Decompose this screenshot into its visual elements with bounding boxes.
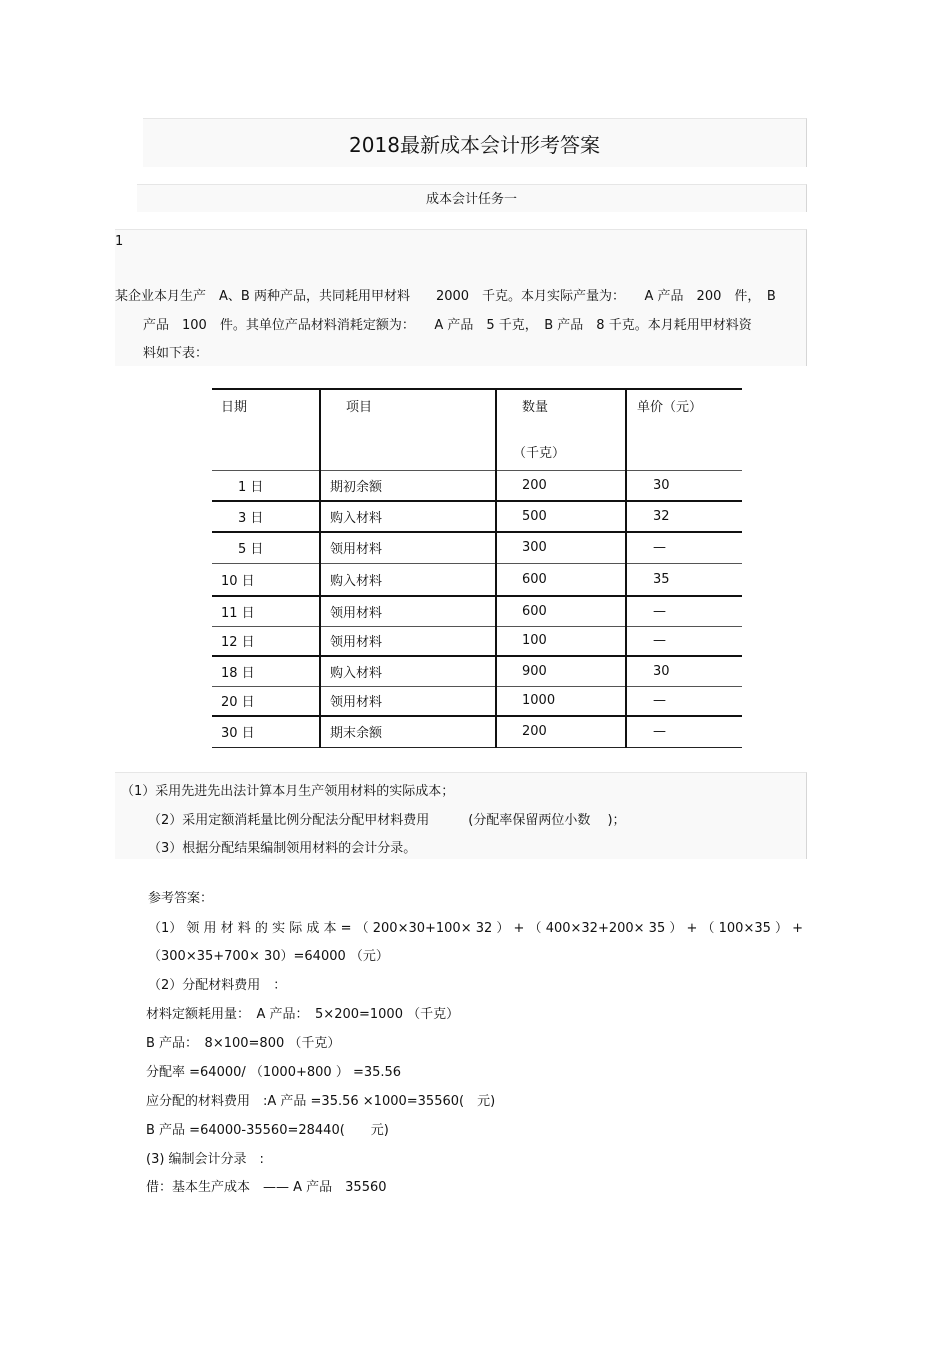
table-row (212, 686, 742, 716)
answer-line: B 产品： 8×100=800 （千克） (146, 1036, 341, 1051)
table-row (212, 716, 742, 747)
cell-price: 35 (626, 563, 742, 596)
header-qty-unit: （千克） (513, 446, 566, 461)
cell-item: 购入材料 (320, 563, 496, 596)
table-row (212, 470, 742, 501)
cell-date: 30 日 (212, 716, 320, 747)
table-row (212, 563, 742, 596)
cell-price: 30 (626, 656, 742, 686)
cell-date: 1 日 (212, 470, 320, 501)
cell-price: — (626, 596, 742, 626)
cell-date: 18 日 (212, 656, 320, 686)
header-qty-label: 数量 (522, 400, 549, 415)
table-header-row (212, 389, 742, 470)
cell-price: — (626, 626, 742, 656)
cell-date: 5 日 (212, 532, 320, 563)
cell-qty: 500 (496, 501, 626, 532)
table-row (212, 532, 742, 563)
cell-item: 购入材料 (320, 656, 496, 686)
material-table (212, 388, 742, 748)
cell-date: 3 日 (212, 501, 320, 532)
answer-line: (3) 编制会计分录 : (146, 1152, 264, 1167)
question-line-3: 料如下表： (143, 346, 209, 361)
answer-line: （2）分配材料费用 ： (148, 978, 287, 993)
question-line-2: 产品 100 件。其单位产品材料消耗定额为： A 产品 5 千克， B 产品 8 千克。本月耗用甲材料资 (143, 318, 752, 333)
answer-line: 材料定额耗用量： A 产品： 5×200=1000 （千克） (146, 1007, 460, 1022)
answer-line: （1） 领 用 材 料 的 实 际 成 本 = （ 200×30+100× 32 ） + （ 400×32+200× 35 ） + （ 100×35 ） + (148, 921, 804, 936)
cell-qty: 300 (496, 532, 626, 563)
answer-heading: 参考答案： (148, 891, 214, 906)
cell-date: 11 日 (212, 596, 320, 626)
cell-item: 购入材料 (320, 501, 496, 532)
cell-item: 领用材料 (320, 686, 496, 716)
answer-line: （300×35+700× 30）=64000 （元） (148, 949, 389, 964)
cell-item: 领用材料 (320, 596, 496, 626)
cell-date: 20 日 (212, 686, 320, 716)
cell-date: 10 日 (212, 563, 320, 596)
cell-item: 期初余额 (320, 470, 496, 501)
task-line-2: （2）采用定额消耗量比例分配法分配甲材料费用 (分配率保留两位小数 )； (148, 813, 626, 828)
table-row (212, 656, 742, 686)
cell-qty: 600 (496, 563, 626, 596)
question-number: 1 (115, 234, 124, 249)
answer-line: 分配率 =64000/ （1000+800 ） =35.56 (146, 1065, 402, 1080)
answer-line: 借：基本生产成本 —— A 产品 35560 (146, 1180, 387, 1195)
cell-qty: 1000 (496, 686, 626, 716)
header-item: 项目 (320, 389, 496, 470)
cell-qty: 200 (496, 716, 626, 747)
cell-price: — (626, 532, 742, 563)
section-subtitle: 成本会计任务一 (425, 192, 517, 207)
question-line-1: 某企业本月生产 A、B 两种产品，共同耗用甲材料 2000 千克。本月实际产量为： A 产品 200 件， B (115, 289, 776, 304)
cell-qty: 600 (496, 596, 626, 626)
header-price: 单价（元） (626, 389, 742, 470)
table-row (212, 596, 742, 626)
task-line-1: （1）采用先进先出法计算本月生产领用材料的实际成本； (121, 784, 455, 799)
answer-line: 应分配的材料费用 :A 产品 =35.56 ×1000=35560( 元) (146, 1094, 496, 1109)
cell-price: 32 (626, 501, 742, 532)
cell-item: 领用材料 (320, 626, 496, 656)
cell-date: 12 日 (212, 626, 320, 656)
table-row (212, 501, 742, 532)
cell-item: 期末余额 (320, 716, 496, 747)
header-qty (496, 389, 626, 470)
cell-item: 领用材料 (320, 532, 496, 563)
cell-price: — (626, 686, 742, 716)
header-date: 日期 (212, 389, 320, 470)
page-title: 2018最新成本会计形考答案 (349, 133, 600, 157)
table-row (212, 626, 742, 656)
cell-price: 30 (626, 470, 742, 501)
cell-qty: 200 (496, 470, 626, 501)
task-line-3: （3）根据分配结果编制领用材料的会计分录。 (148, 841, 417, 856)
cell-qty: 900 (496, 656, 626, 686)
cell-qty: 100 (496, 626, 626, 656)
cell-price: — (626, 716, 742, 747)
answer-line: B 产品 =64000-35560=28440( 元) (146, 1123, 389, 1138)
